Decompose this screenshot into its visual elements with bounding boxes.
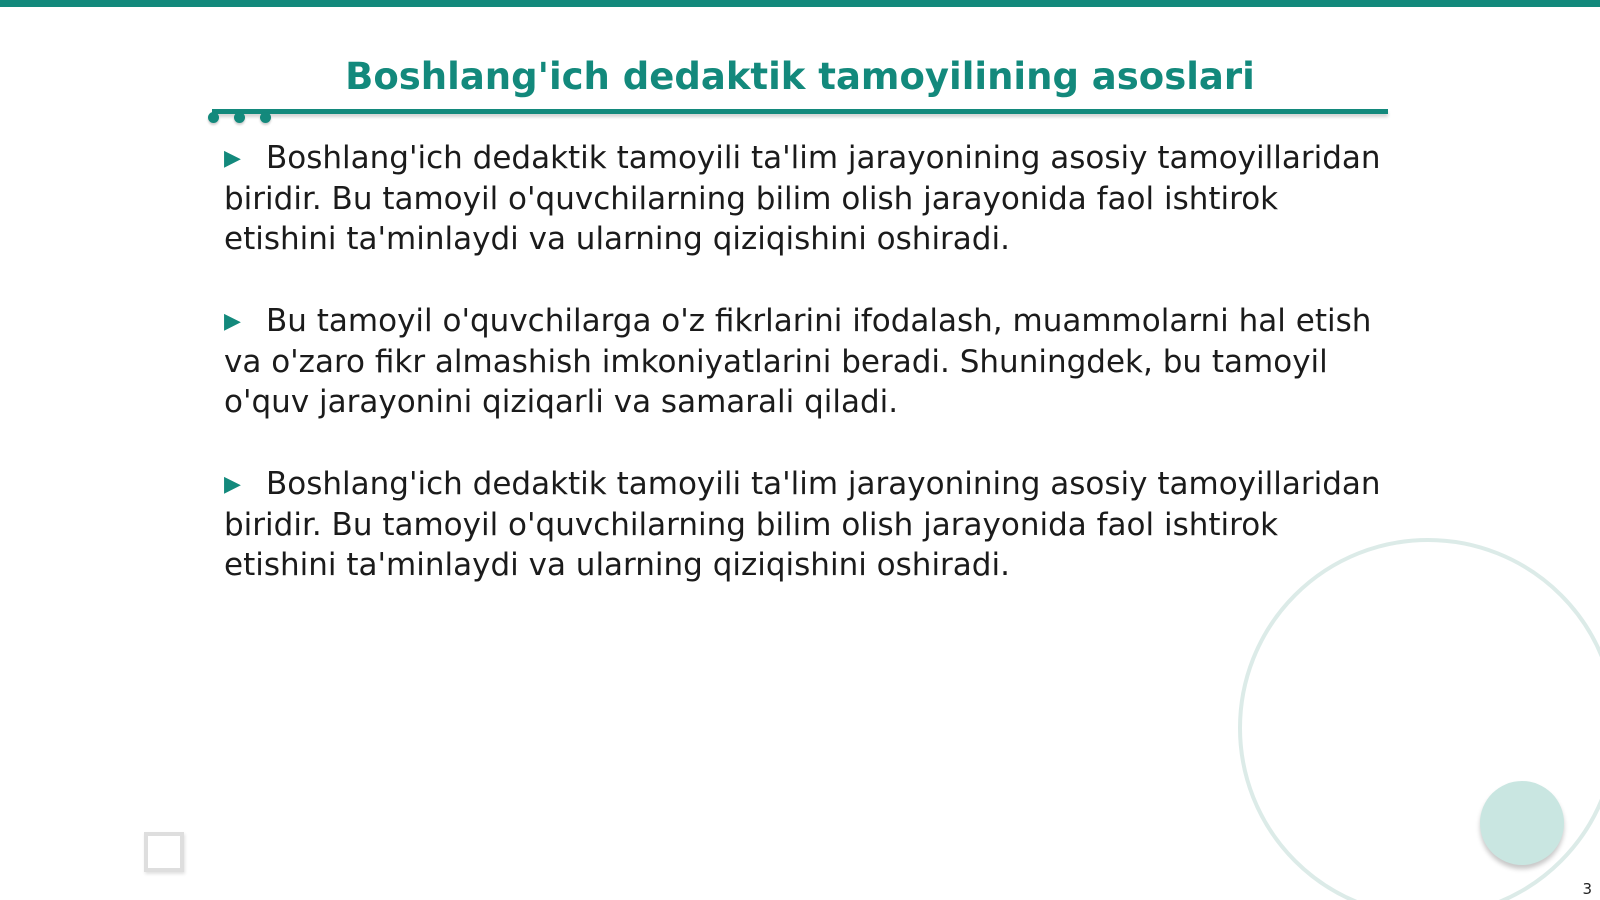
bullet-text: Boshlang'ich dedaktik tamoyili ta'lim jarayonining asosiy tamoyillaridan biridir. Bu tamoyil o'quvchilarning bilim olish jarayonida faol ishtirok etishini ta'minlaydi va ularning qiziqishini oshiradi. xyxy=(224,466,1381,583)
triangle-bullet-icon: ▶ xyxy=(224,472,241,497)
triangle-bullet-icon: ▶ xyxy=(224,309,241,334)
triangle-bullet-icon: ▶ xyxy=(224,146,241,171)
underline-dot xyxy=(260,112,271,123)
decorative-square xyxy=(144,832,184,872)
underline-dot xyxy=(234,112,245,123)
page-number: 3 xyxy=(1582,880,1592,898)
bullet-item xyxy=(224,301,1384,422)
bullet-list xyxy=(224,138,1384,627)
title-underline xyxy=(212,109,1388,114)
bullet-text: Bu tamoyil o'quvchilarga o'z fikrlarini ifodalash, muammolarni hal etish va o'zaro fikr almashish imkoniyatlarini beradi. Shuningdek, bu tamoyil o'quv jarayonini qiziqarli va samarali qiladi. xyxy=(224,303,1372,420)
decorative-circle xyxy=(1480,781,1564,865)
slide-title: Boshlang'ich dedaktik tamoyilining asoslari xyxy=(345,55,1255,98)
bullet-item xyxy=(224,138,1384,259)
underline-dot xyxy=(208,112,219,123)
bullet-text: Boshlang'ich dedaktik tamoyili ta'lim jarayonining asosiy tamoyillaridan biridir. Bu tamoyil o'quvchilarning bilim olish jarayonida faol ishtirok etishini ta'minlaydi va ularning qiziqishini oshiradi. xyxy=(224,140,1381,257)
bullet-item xyxy=(224,464,1384,585)
top-accent-bar xyxy=(0,0,1600,7)
